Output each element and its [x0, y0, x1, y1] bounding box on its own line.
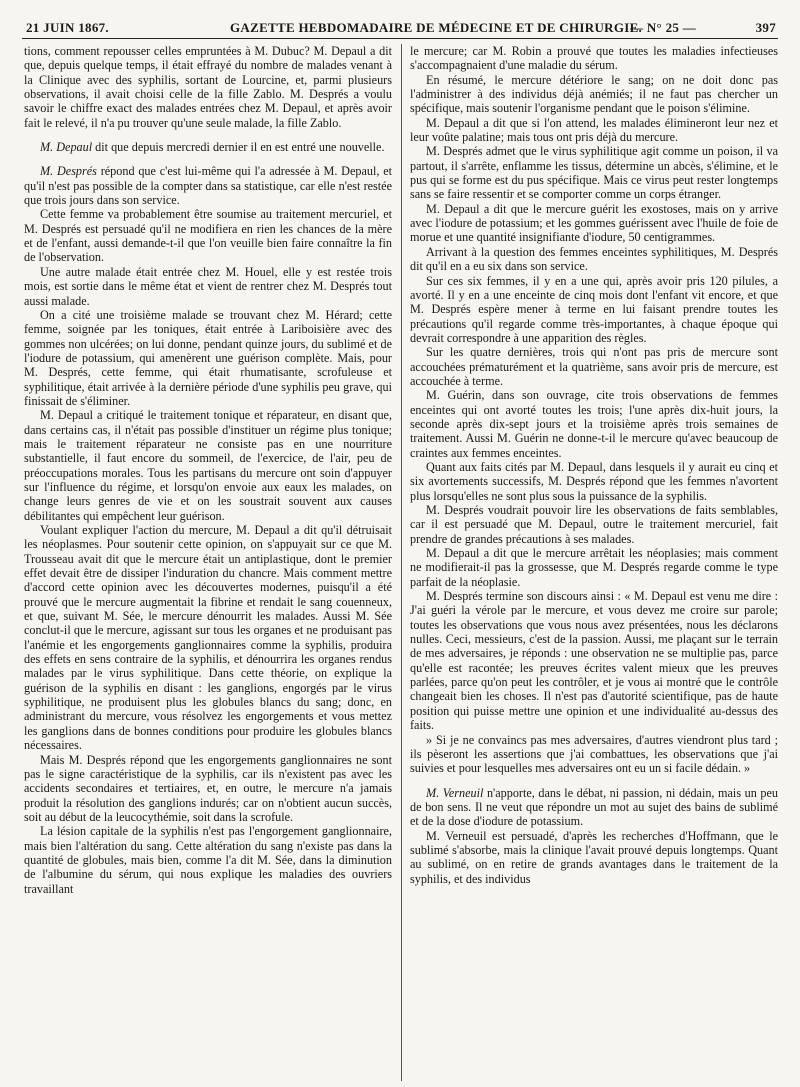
paragraph: le mercure; car M. Robin a prouvé que toutes les maladies infectieuses s'accompagnaient d'une maladie du sérum.: [410, 44, 778, 73]
paragraph: Voulant expliquer l'action du mercure, M. Depaul a dit qu'il détruisait les néoplasmes. Pour soutenir cette opinion, on s'appuyait sur ce que M. Trousseau avait dit que le mercure était un antiplastique, dont le premier effet devait être de dissiper l'induration du chancre. Mais comment mettre d'accord cette opinion avec les découvertes modernes, puisqu'il a été prouvé que le mercure augmentait la fibrine et rendait le sang couenneux, et que, suivant M. Sée, le mercure dénourrit les malades. Aussi M. Sée conclut-il que le mercure, agissant sur tous les organes et ne produisant pas l'anémie et les engorgements ganglionnaires comme la syphilis, produira des effets en sens contraire de la syphilis, et dénourrira les organes rendus malades par le virus syphilitique. Dans cette théorie, on explique la guérison de la syphilis en disant : les ganglions, engorgés par le virus syphilitique, ne produisent plus les globules blancs du sang; donc, en administrant du mercure, vous résolvez les engorgements et vous mettez les ganglions dans de bonnes conditions pour produire les globules blancs nécessaires.: [24, 523, 392, 753]
paragraph: M. Depaul a dit que le mercure guérit les exostoses, mais on y arrive avec l'iodure de potassium; et les gommes guérissent avec l'huile de foie de morue et une quantité insignifiante d'iodure, 50 centigrammes.: [410, 201, 778, 245]
speaker-name: M. Depaul: [40, 140, 93, 155]
paragraph: Sur ces six femmes, il y en a une qui, après avoir pris 120 pilules, a avorté. Il y en a une enceinte de cinq mois dont l'enfant vit encore, et que M. Després espère mener à terme en lui faisant prendre toutes les précautions qu'il regarde comme très-importantes, à chaque époque qui devrait correspondre à une apparition des règles.: [410, 273, 778, 345]
speaker-name: M. Després: [40, 164, 97, 179]
paragraph: M. Depaul a critiqué le traitement tonique et réparateur, en disant que, dans certains cas, il n'était pas possible d'instituer un régime plus tonique; mais le traitement réparateur ne consiste pas en une nourriture substantielle, il faut encore du sommeil, de l'exercice, de l'air, peu de préoccupations morales. Tous les partisans du mercure ont soin d'appuyer sur l'influence du régime, et lorsqu'on envoie aux eaux les malades, on change leurs genres de vie et on les soustrait souvent aux causes débilitantes qui empêchent leur guérison.: [24, 408, 392, 523]
paragraph: Sur les quatre dernières, trois qui n'ont pas pris de mercure sont accouchées prématurément et la quatrième, sans avoir pris de mercure, est accouchée à terme.: [410, 345, 778, 388]
page-header: [22, 10, 778, 39]
header-date: 21 JUIN 1867.: [26, 20, 109, 35]
paragraph: Arrivant à la question des femmes enceintes syphilitiques, M. Després dit qu'il en a eu six dans son service.: [410, 244, 778, 274]
paragraph: M. Després voudrait pouvoir lire les observations de faits semblables, car il est persuadé que M. Depaul, outre le traitement mercuriel, fait prendre de grandes précautions à ses malades.: [410, 503, 778, 546]
page-number: 397: [755, 20, 776, 35]
paragraph: Cette femme va probablement être soumise au traitement mercuriel, et M. Després est persuadé qu'il ne modifiera en rien les chances de la mère et de l'enfant, aussi demande-t-il que l'on veuille bien faire connaître la fin de l'observation.: [24, 207, 392, 265]
paragraph: M. Verneuil n'apporte, dans le débat, ni passion, ni dédain, mais un peu de bon sens. Il ne veut que répondre un mot au sujet des bains de sublimé et de la dose d'iodure de potassium.: [410, 785, 778, 829]
paragraph: M. Després admet que le virus syphilitique agit comme un poison, il va partout, il s'arrête, enflamme les tissus, détermine un abcès, s'élimine, et le pus qui se forme est du pus spécifique. Mais ce virus peut rester longtemps sans se faire ressentir et se comporter comme un corps étranger.: [410, 144, 778, 202]
paragraph: M. Després termine son discours ainsi : « M. Depaul est venu me dire : J'ai guéri la vérole par le mercure, et vous devez me croire sur parole; toutes les observations que vous nous avez présentées, nous les déclarons nulles. Ceci, messieurs, c'est de la passion. Aussi, me plaçant sur le terrain de mes adversaires, je réponds : une observation ne se multiplie pas, parce qu'elle est racontée; les preuves écrites valent mieux que les preuves parlées, parce qu'on peut les contrôler, et je vous ai montré que le contrôle changeait bien les choses. Il n'est pas d'autorité scientifique, pas de haute position qui puisse mettre une opinion et une individualité au-dessus des faits.: [410, 589, 778, 733]
paragraph: La lésion capitale de la syphilis n'est pas l'engorgement ganglionnaire, mais bien l'altération du sang. Cette altération du sang n'existe pas dans la quantité de globules, mais bien, comme l'a dit M. Sée, dans la diminution de l'albumine du sérum, qui nous explique les maladies des ouvriers travaillant: [24, 824, 392, 896]
paragraph: Quant aux faits cités par M. Depaul, dans lesquels il y aurait eu cinq et six avortements successifs, M. Després répond que les femmes n'avortent plus lorsqu'elles ne sont plus sous la puissance de la syphilis.: [410, 459, 778, 503]
left-column: [24, 44, 392, 1081]
paragraph: M. Depaul a dit que si l'on attend, les malades élimineront leur nez et leur voûte palatine; mais tous ont pris déjà du mercure.: [410, 115, 778, 145]
paragraph: En résumé, le mercure détériore le sang; on ne doit donc pas l'administrer à des individus déjà anémiés; il ne faut pas chercher un spécifique, mais soutenir l'organisme pendant que le poison s'élimine.: [410, 72, 778, 116]
paragraph: M. Guérin, dans son ouvrage, cite trois observations de femmes enceintes qui ont avorté toutes les trois; l'une après dix-huit jours, la seconde après dix-sept jours et la troisième après trois semaines de traitement. Aussi M. Guérin ne donne-t-il le mercure qu'avec beaucoup de craintes aux femmes enceintes.: [410, 388, 778, 460]
paragraph: M. Depaul dit que depuis mercredi dernier il en est entré une nouvelle.: [40, 140, 385, 155]
paragraph: » Si je ne convaincs pas mes adversaires, d'autres viendront plus tard ; ils pèseront les assertions que j'ai combattues, les observations que j'ai suivies et pour lesquelles mes adversaires ont eu un si facile dédain. »: [410, 732, 778, 776]
speaker-name: M. Verneuil: [426, 785, 484, 800]
paragraph: M. Depaul a dit que le mercure arrêtait les néoplasies; mais comment ne modifierait-il pas la grossesse, que M. Després regarde comme le type parfait de la néoplasie.: [410, 546, 778, 589]
paragraph: Mais M. Després répond que les engorgements ganglionnaires ne sont pas le signe caractéristique de la syphilis, car ils n'existent pas avec les accidents secondaires et tertiaires, et, en outre, le mercure n'a jamais produit la résolution des ganglions indurés; car on n'obtient aucun succès, soit au début de la leucocythémie, soit dans la scrofule.: [24, 752, 392, 824]
paragraph: M. Verneuil est persuadé, d'après les recherches d'Hoffmann, que le sublimé s'absorbe, mais la clinique l'avait prouvé depuis longtemps. Quant au sublimé, on en retire de grands avantages dans le traitement de la syphilis, et des individus: [410, 828, 778, 886]
paragraph: Une autre malade était entrée chez M. Houel, elle y est restée trois mois, est sortie dans le même état et vient de rentrer chez M. Després tout aussi malade.: [24, 264, 392, 308]
paragraph: On a cité une troisième malade se trouvant chez M. Hérard; cette femme, soignée par les toniques, était entrée à Lariboisière avec des gommes non ulcérées; on lui donne, pendant quinze jours, du sublimé et de l'iodure de potassium, qui amenèrent une guérison complète. Mais, pour M. Després, cette femme, qui était rhumatisante, scrofuleuse et syphilitique, était arrivée à la dernière période d'une syphilis peu grave, qui finissait de s'éliminer.: [24, 307, 392, 408]
issue-number: — N° 25 —: [630, 20, 697, 35]
column-divider: [401, 44, 402, 1081]
right-column: [410, 44, 778, 1081]
paragraph: tions, comment repousser celles empruntées à M. Dubuc? M. Depaul a dit que, depuis quelque temps, il était effrayé du nombre de malades venant à la Clinique avec des syphilis, sortant de Lourcine, et, parmi plusieurs observations, il avait choisi celle de la fille Zablo. M. Després a voulu savoir le chiffre exact des malades entrées chez M. Depaul, et après avoir fait le relevé, il n'a pu trouver qu'une seule malade, la fille Zablo.: [24, 44, 392, 130]
paragraph: M. Després répond que c'est lui-même qui l'a adressée à M. Depaul, et qu'il n'est pas possible de la compter dans sa statistique, car elle n'est restée que trois jours dans son service.: [24, 164, 392, 208]
article-body: [24, 44, 778, 1081]
journal-title: GAZETTE HEBDOMADAIRE DE MÉDECINE ET DE CHIRURGIE.: [230, 20, 643, 35]
